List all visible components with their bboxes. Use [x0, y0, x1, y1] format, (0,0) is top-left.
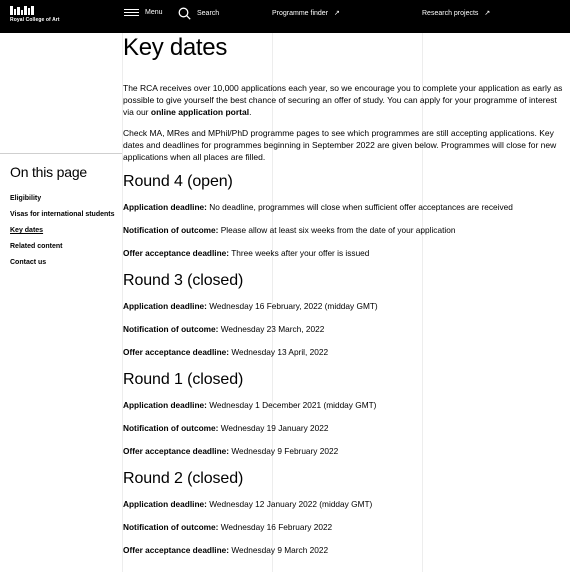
notification-of-outcome	[123, 423, 570, 434]
sidebar-list	[10, 193, 118, 268]
application-deadline	[123, 400, 570, 411]
deadline-value: Wednesday 9 March 2022	[229, 545, 329, 555]
application-deadline	[123, 202, 570, 213]
search-button[interactable]	[178, 7, 219, 20]
online-application-portal-link[interactable]: online application portal	[150, 107, 250, 117]
application-deadline	[123, 301, 570, 312]
notification-of-outcome	[123, 522, 570, 533]
main-content	[123, 34, 570, 568]
deadline-label: Notification of outcome:	[123, 522, 219, 532]
deadline-value: Wednesday 1 December 2021 (midday GMT)	[206, 400, 377, 410]
page-title: Key dates	[123, 34, 228, 61]
programme-finder-label: Programme finder	[272, 9, 329, 17]
deadline-label: Offer acceptance deadline:	[123, 347, 230, 357]
deadline-value: Wednesday 12 January 2022 (midday GMT)	[206, 499, 373, 509]
offer-acceptance-deadline	[123, 545, 570, 556]
on-this-page-sidebar	[10, 152, 118, 273]
menu-button[interactable]	[124, 9, 163, 16]
programme-finder-link[interactable]	[272, 9, 340, 17]
intro-paragraph	[123, 82, 567, 118]
logo-mark-icon	[10, 6, 58, 15]
deadline-label: Application deadline:	[123, 400, 207, 410]
offer-acceptance-deadline	[123, 347, 570, 358]
external-arrow-icon: ↗	[334, 10, 340, 17]
deadline-value: No deadline, programmes will close when sufficient offer acceptances are received	[206, 202, 513, 212]
round-2-section	[123, 469, 570, 556]
deadline-value: Wednesday 13 April, 2022	[229, 347, 329, 357]
offer-acceptance-deadline	[123, 446, 570, 457]
round-3-section	[123, 271, 570, 358]
research-projects-label: Research projects	[422, 9, 479, 17]
deadline-value: Please allow at least six weeks from the date of your application	[218, 225, 456, 235]
sidebar-item-related-content[interactable]: Related content	[10, 243, 63, 250]
offer-acceptance-deadline	[123, 248, 570, 259]
deadline-value: Wednesday 23 March, 2022	[218, 324, 325, 334]
deadline-value: Wednesday 9 February 2022	[229, 446, 339, 456]
round-title: Round 1 (closed)	[123, 371, 244, 388]
search-icon	[178, 7, 191, 20]
application-deadline	[123, 499, 570, 510]
round-title: Round 3 (closed)	[123, 272, 244, 289]
sidebar-item-contact-us[interactable]: Contact us	[10, 259, 47, 266]
rca-logo[interactable]	[10, 6, 58, 23]
deadline-label: Notification of outcome:	[123, 225, 219, 235]
menu-label: Menu	[145, 9, 163, 16]
research-projects-link[interactable]	[422, 9, 490, 17]
top-navigation-bar	[0, 0, 570, 33]
hamburger-icon	[124, 9, 139, 16]
sidebar-item-visas[interactable]: Visas for international students	[10, 211, 115, 218]
deadline-label: Notification of outcome:	[123, 324, 219, 334]
deadline-label: Application deadline:	[123, 202, 207, 212]
intro-text: The RCA receives over 10,000 applications each year, so we encourage you to complete your application as early as possible to give yourself the best chance of securing an offer of study. You can apply for your programme of interest via our	[123, 83, 563, 117]
deadline-label: Notification of outcome:	[123, 423, 219, 433]
deadline-value: Wednesday 16 February 2022	[218, 522, 333, 532]
notification-of-outcome	[123, 324, 570, 335]
deadline-value: Three weeks after your offer is issued	[229, 248, 370, 258]
deadline-label: Offer acceptance deadline:	[123, 446, 230, 456]
logo-text: Royal College of Art	[10, 17, 60, 23]
deadline-value: Wednesday 19 January 2022	[218, 423, 329, 433]
deadline-label: Application deadline:	[123, 301, 207, 311]
sidebar-item-eligibility[interactable]: Eligibility	[10, 195, 42, 202]
intro-end: .	[249, 107, 252, 117]
notification-of-outcome	[123, 225, 570, 236]
round-4-section	[123, 172, 570, 259]
deadline-label: Application deadline:	[123, 499, 207, 509]
external-arrow-icon: ↗	[484, 10, 491, 17]
deadline-label: Offer acceptance deadline:	[123, 545, 230, 555]
round-title: Round 4 (open)	[123, 173, 233, 190]
round-title: Round 2 (closed)	[123, 470, 244, 487]
deadline-value: Wednesday 16 February, 2022 (midday GMT)	[206, 301, 378, 311]
programmes-paragraph: Check MA, MRes and MPhil/PhD programme pages to see which programmes are still accepting applications. Key dates and deadlines for programmes beginning in September 2022 are given below. Programmes will close for new applications when all places are filled.	[123, 128, 557, 162]
sidebar-title: On this page	[10, 164, 87, 180]
search-label: Search	[197, 10, 220, 17]
sidebar-item-key-dates[interactable]: Key dates	[10, 227, 44, 234]
deadline-label: Offer acceptance deadline:	[123, 248, 230, 258]
round-1-section	[123, 370, 570, 457]
